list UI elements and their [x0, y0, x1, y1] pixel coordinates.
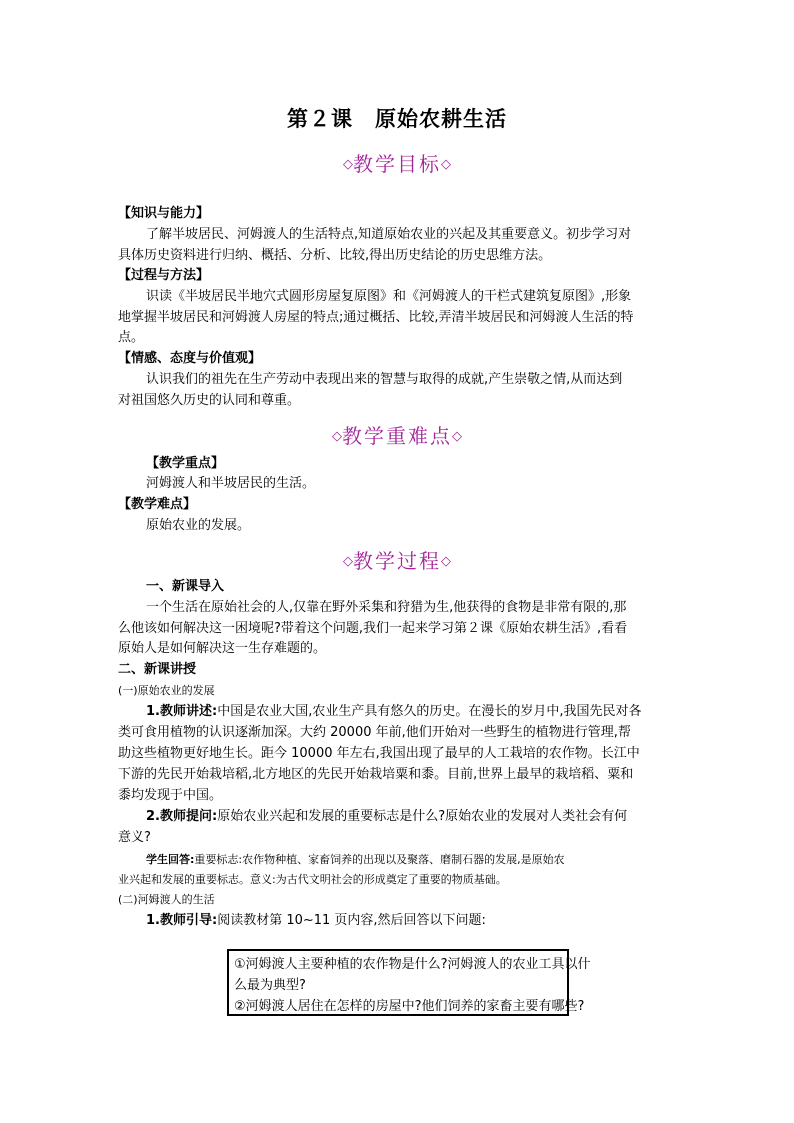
lesson-title: 第２课 原始农耕生活: [287, 106, 507, 131]
paragraph-line: 黍均发现于中国。: [118, 788, 223, 803]
intro-line: 原始人是如何解决这一生存难题的。: [118, 641, 327, 656]
diamond-icon: ◇: [441, 157, 451, 172]
knowledge-line: 了解半坡居民、河姆渡人的生活特点,知道原始农业的兴起及其重要意义。初步学习对: [146, 227, 632, 242]
knowledge-heading: 【知识与能力】: [118, 206, 210, 221]
diamond-icon: ◇: [332, 429, 342, 444]
paragraph-text: 原始农业兴起和发展的重要标志是什么?原始农业的发展对人类社会有何: [217, 809, 628, 824]
question-box: [227, 949, 591, 1016]
knowledge-line: 具体历史资料进行归纳、概括、分析、比较,得出历史结论的历史思维方法。: [118, 248, 552, 263]
paragraph-text: 中国是农业大国,农业生产具有悠久的历史。在漫长的岁月中,我国先民对各: [217, 704, 642, 719]
question-1-line: ①河姆渡人主要种植的农作物是什么?河姆渡人的农业工具以什: [234, 957, 591, 972]
student-answer-label: 学生回答:: [146, 853, 195, 866]
paragraph-line: 下游的先民开始栽培稻,北方地区的先民开始栽培粟和黍。目前,世界上最早的栽培稻、粟和: [118, 767, 634, 782]
process-method-heading: 【过程与方法】: [118, 268, 210, 283]
intro-line: 一个生活在原始社会的人,仅靠在野外采集和狩猎为生,他获得的食物是非常有限的,那: [146, 600, 627, 615]
process-method-line: 地掌握半坡居民和河姆渡人房屋的特点;通过概括、比较,弄清半坡居民和河姆渡人生活的特: [118, 310, 634, 325]
paragraph-line: [146, 806, 676, 827]
process-method-line: 识读《半坡居民半地穴式圆形房屋复原图》和《河姆渡人的干栏式建筑复原图》,形象: [146, 289, 632, 304]
paragraph-line: 意义?: [118, 830, 151, 845]
section-heading-process: [0, 545, 794, 574]
process-method-line: 点。: [118, 330, 145, 345]
section-goals-label: 教学目标: [353, 152, 441, 176]
subsection-hemudu: (二)河姆渡人的生活: [118, 893, 215, 906]
intro-line: 么他该如何解决这一困境呢?带着这个问题,我们一起来学习第２课《原始农耕生活》,看看: [118, 621, 628, 636]
teacher-question-label: 2.教师提问:: [146, 809, 218, 824]
paragraph-line: 类可食用植物的认识逐渐加深。大约 20000 年前,他们开始对一些野生的植物进行管理,帮: [118, 725, 631, 740]
question-2-line: ②河姆渡人居住在怎样的房屋中?他们饲养的家畜主要有哪些?: [234, 999, 585, 1014]
emotion-line: 对祖国悠久历史的认同和尊重。: [118, 393, 301, 408]
section-heading-goals: [0, 148, 794, 177]
intro-heading: 一、新课导入: [146, 579, 225, 594]
section-heading-key-points: [0, 420, 794, 449]
paragraph-line: 助这些植物更好地生长。距今 10000 年左右,我国出现了最早的人工栽培的农作物。长江中: [118, 746, 640, 761]
lecture-heading: 二、新课讲授: [118, 662, 197, 677]
section-key-points-label: 教学重难点: [342, 424, 452, 448]
emotion-heading: 【情感、态度与价值观】: [118, 351, 262, 366]
diamond-icon: ◇: [441, 554, 451, 569]
diamond-icon: ◇: [343, 157, 353, 172]
answer-line: [146, 849, 676, 870]
teacher-narrate-label: 1.教师讲述:: [146, 704, 218, 719]
focus-heading: 【教学重点】: [146, 456, 225, 471]
paragraph-line: [146, 910, 676, 931]
difficulty-heading: 【教学难点】: [118, 497, 197, 512]
diamond-icon: ◇: [343, 554, 353, 569]
diamond-icon: ◇: [452, 429, 462, 444]
answer-text: 重要标志:农作物种植、家畜饲养的出现以及聚落、磨制石器的发展,是原始农: [194, 853, 565, 866]
paragraph-line: [146, 701, 676, 722]
question-1-line: 么最为典型?: [234, 978, 306, 993]
focus-text: 河姆渡人和半坡居民的生活。: [146, 476, 316, 491]
subsection-agriculture: (一)原始农业的发展: [118, 684, 215, 697]
section-process-label: 教学过程: [353, 549, 441, 573]
emotion-line: 认识我们的祖先在生产劳动中表现出来的智慧与取得的成就,产生崇敬之情,从而达到: [146, 372, 623, 387]
teacher-guide-label: 1.教师引导:: [146, 913, 218, 928]
difficulty-text: 原始农业的发展。: [146, 518, 251, 533]
answer-line: 业兴起和发展的重要标志。意义:为古代文明社会的形成奠定了重要的物质基础。: [118, 873, 507, 886]
paragraph-text: 阅读教材第 10~11 页内容,然后回答以下问题:: [217, 913, 486, 928]
